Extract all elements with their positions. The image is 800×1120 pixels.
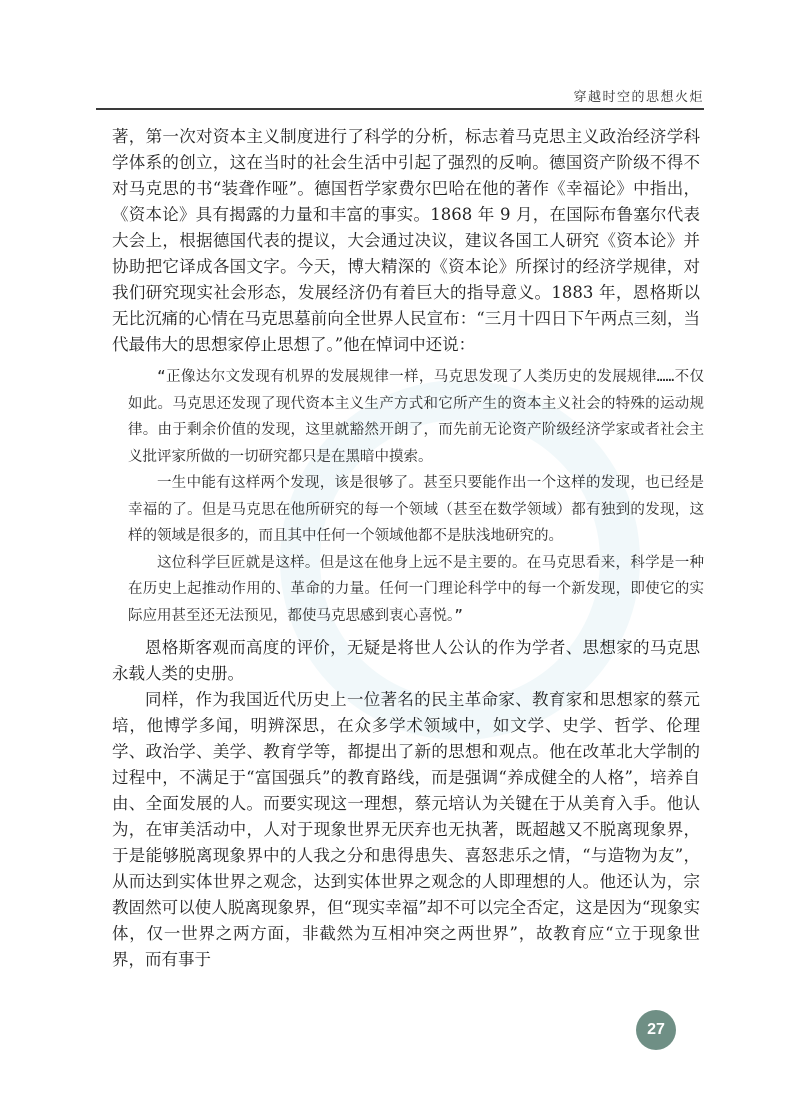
quote-paragraph-3: 这位科学巨匠就是这样。但是这在他身上远不是主要的。在马克思看来，科学是一种在历史上起推动作用的、革命的力量。任何一门理论科学中的每一个新发现，即使它的实际应用甚至还无法预见，都使马克思感到衷心喜悦。” — [128, 554, 704, 624]
engels-eulogy-quote — [128, 364, 704, 629]
paragraph-capital-intro: 著，第一次对资本主义制度进行了科学的分析，标志着马克思主义政治经济学科学体系的创立，这在当时的社会生活中引起了强烈的反响。德国资产阶级不得不对马克思的书“装聋作哑”。德国哲学家费尔巴哈在他的著作《幸福论》中指出，《资本论》具有揭露的力量和丰富的事实。1868 年 9 月，在国际布鲁塞尔代表大会上，根据德国代表的提议，大会通过决议，建议各国工人研究《资本论》并协助把它译成各国文字。今天，博大精深的《资本论》所探讨的经济学规律，对我们研究现实社会形态，发展经济仍有着巨大的指导意义。1883 年，恩格斯以无比沉痛的心情在马克思墓前向全世界人民宣布：“三月十四日下午两点三刻，当代最伟大的思想家停止思想了。”他在悼词中还说： — [112, 127, 700, 354]
header-divider — [96, 108, 704, 110]
page-number-badge: 27 — [636, 1010, 676, 1050]
page-body — [112, 124, 704, 973]
paragraph-engels-evaluation: 恩格斯客观而高度的评价，无疑是将世人公认的作为学者、思想家的马克思永载人类的史册。 — [112, 638, 700, 683]
quote-paragraph-2: 一生中能有这样两个发现，该是很够了。甚至只要能作出一个这样的发现，也已经是幸福的了。但是马克思在他所研究的每一个领域（甚至在数学领域）都有独到的发现，这样的领域是很多的，而且其中任何一个领域他都不是肤浅地研究的。 — [128, 475, 704, 544]
paragraph-cai-yuanpei: 同样，作为我国近代历史上一位著名的民主革命家、教育家和思想家的蔡元培，他博学多闻，明辨深思，在众多学术领域中，如文学、史学、哲学、伦理学、政治学、美学、教育学等，都提出了新的思想和观点。他在改革北大学制的过程中，不满足于“富国强兵”的教育路线，而是强调“养成健全的人格”，培养自由、全面发展的人。而要实现这一理想，蔡元培认为关键在于从美育入手。他认为，在审美活动中，人对于现象世界无厌弃也无执著，既超越又不脱离现象界，于是能够脱离现象界中的人我之分和患得患失、喜怒悲乐之情，“与造物为友”，从而达到实体世界之观念，达到实体世界之观念的人即理想的人。他还认为，宗教固然可以使人脱离现象界，但“现实幸福”却不可以完全否定，这是因为“现象实体，仅一世界之两方面，非截然为互相冲突之两世界”，故教育应“立于现象世界，而有事于 — [112, 690, 700, 969]
running-header-title: 穿越时空的思想火炬 — [573, 90, 704, 105]
quote-paragraph-1: “正像达尔文发现有机界的发展规律一样，马克思发现了人类历史的发展规律……不仅如此。马克思还发现了现代资本主义生产方式和它所产生的资本主义社会的特殊的运动规律。由于剩余价值的发现，这里就豁然开朗了，而先前无论资产阶级经济学家或者社会主义批评家所做的一切研究都只是在黑暗中摸索。 — [128, 369, 704, 465]
